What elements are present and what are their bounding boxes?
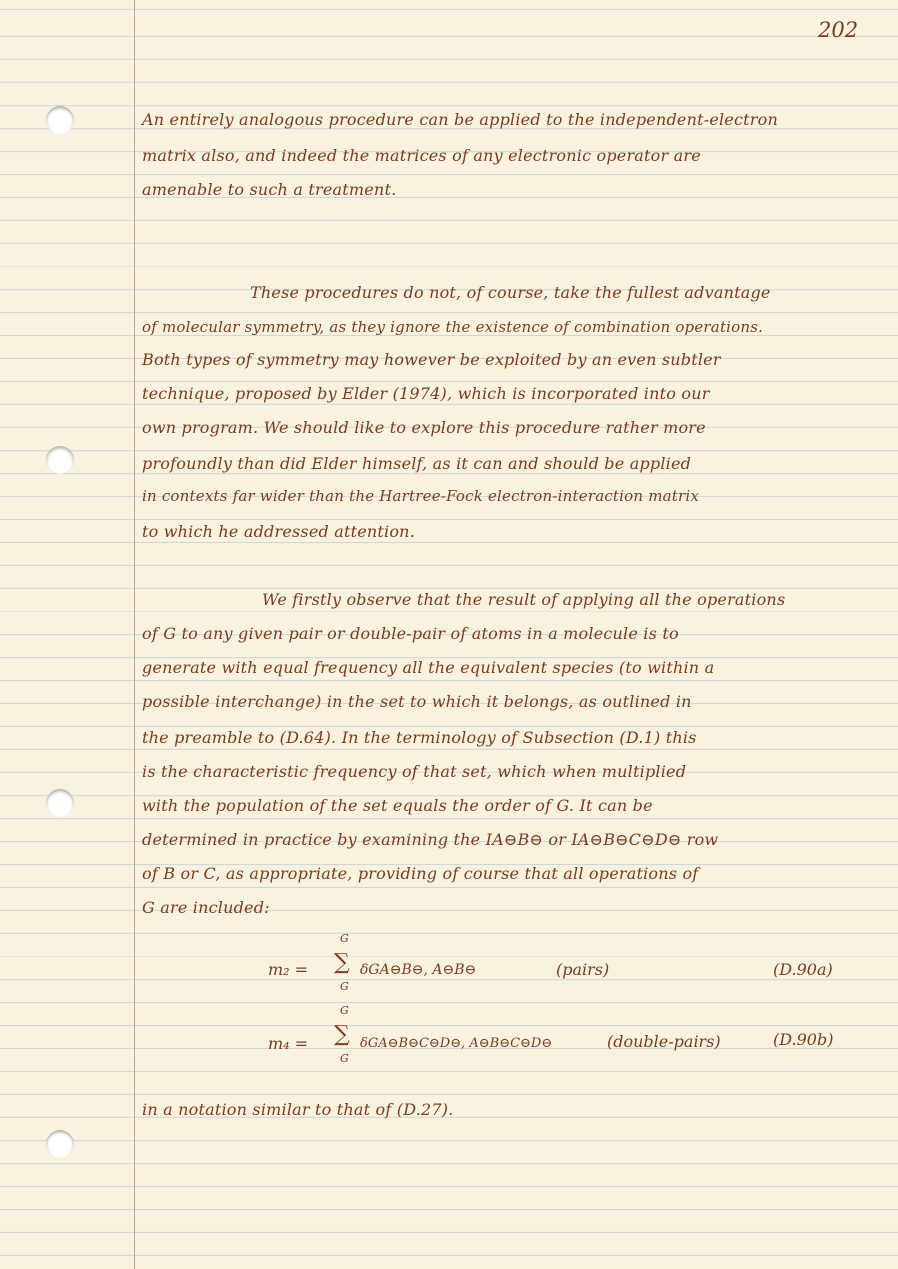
sum-upper-limit: G [340,932,349,945]
page-number: 202 [818,18,859,42]
text-line: possible interchange) in the set to which it belongs, as outlined in [142,692,692,711]
text-line: determined in practice by examining the IA⊖B⊖ or IA⊖B⊖C⊖D⊖ row [142,830,719,849]
equation-label: (D.90b) [773,1030,834,1049]
text-line: These procedures do not, of course, take the fullest advantage [250,283,771,302]
binder-hole [46,446,74,474]
text-line: technique, proposed by Elder (1974), which is incorporated into our [142,384,710,403]
sum-lower-limit: G [340,980,349,993]
text-line: the preamble to (D.64). In the terminology of Subsection (D.1) this [142,728,697,747]
text-line: matrix also, and indeed the matrices of any electronic operator are [142,146,701,165]
equation-lhs: m₂ = [268,960,309,979]
text-line: An entirely analogous procedure can be applied to the independent-electron [142,110,778,129]
equation-label: (D.90a) [773,960,833,979]
equation-note: (pairs) [556,960,610,979]
text-line: is the characteristic frequency of that set, which when multiplied [142,762,687,781]
text-line: G are included: [142,898,270,917]
binder-hole [46,1130,74,1158]
binder-hole [46,106,74,134]
sum-lower-limit: G [340,1052,349,1065]
kronecker-delta-term: δGA⊖B⊖C⊖D⊖, A⊖B⊖C⊖D⊖ [360,1036,553,1051]
text-line: amenable to such a treatment. [142,180,397,199]
text-line: Both types of symmetry may however be exploited by an even subtler [142,350,721,369]
equation-note: (double-pairs) [607,1032,721,1051]
equation-lhs: m₄ = [268,1034,309,1053]
text-line: generate with equal frequency all the equivalent species (to within a [142,658,715,677]
text-line: in contexts far wider than the Hartree-Fock electron-interaction matrix [142,487,700,505]
text-line: of G to any given pair or double-pair of atoms in a molecule is to [142,624,679,643]
text-line: in a notation similar to that of (D.27). [142,1100,454,1119]
margin-line [134,0,135,1269]
text-line: own program. We should like to explore this procedure rather more [142,418,706,437]
text-line: We firstly observe that the result of applying all the operations [262,590,786,609]
text-line: of molecular symmetry, as they ignore the existence of combination operations. [142,318,764,336]
text-line: of B or C, as appropriate, providing of course that all operations of [142,864,699,883]
text-line: profoundly than did Elder himself, as it can and should be applied [142,454,692,473]
text-line: with the population of the set equals the order of G. It can be [142,796,653,815]
kronecker-delta-term: δGA⊖B⊖, A⊖B⊖ [360,962,477,978]
sum-symbol: ∑ [334,950,350,975]
sum-upper-limit: G [340,1004,349,1017]
sum-symbol: ∑ [334,1022,350,1047]
text-line: to which he addressed attention. [142,522,415,541]
binder-hole [46,789,74,817]
